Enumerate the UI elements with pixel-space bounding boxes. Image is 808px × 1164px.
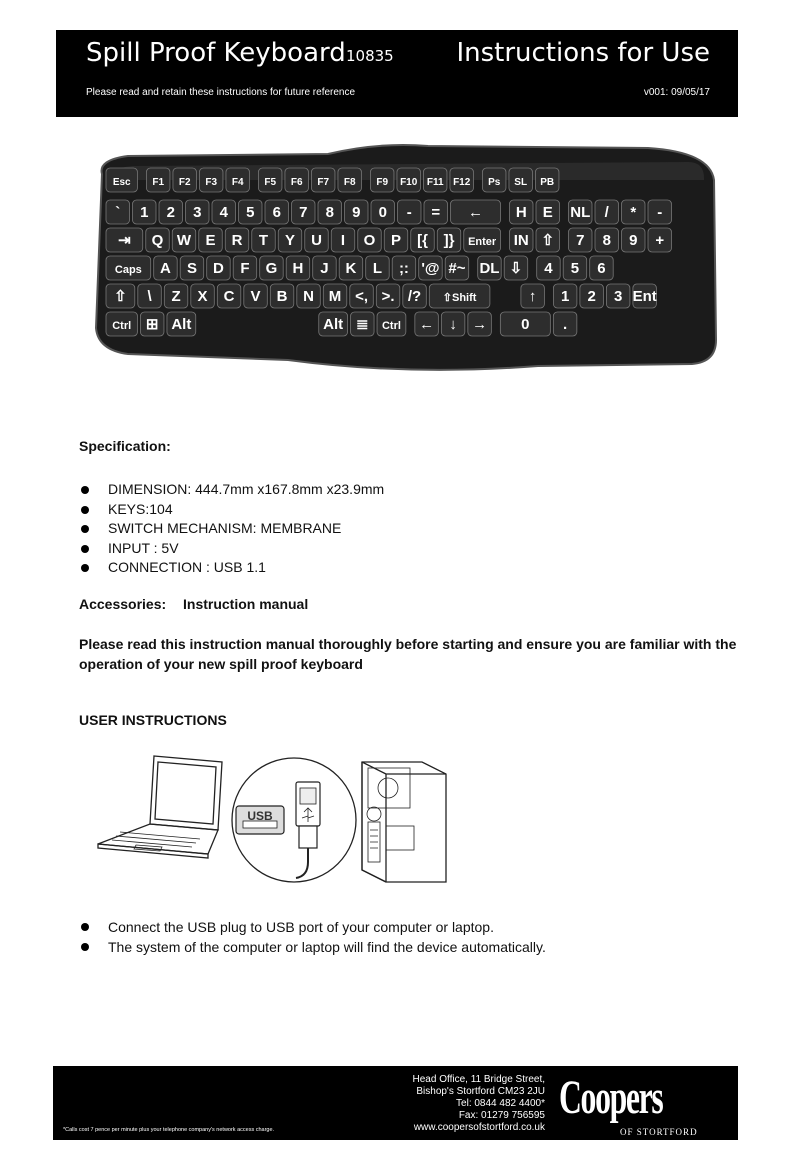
keyboard-key-label: Z	[171, 288, 181, 305]
coopers-logo: Coopers	[559, 1071, 663, 1124]
keyboard-key-label: 7	[299, 204, 308, 221]
keyboard-key-label: ⊞	[145, 316, 159, 333]
keyboard-key-label: Alt	[323, 316, 344, 333]
keyboard-key-label: -	[406, 204, 412, 221]
spec-item-text: KEYS:104	[108, 500, 173, 517]
keyboard-key-label: F5	[264, 177, 277, 188]
keyboard-key-label: /?	[407, 288, 422, 305]
keyboard-key-label: [{	[417, 232, 428, 249]
keyboard-key-label: +	[655, 232, 665, 249]
spec-item-text: CONNECTION : USB 1.1	[108, 559, 266, 575]
keyboard-key-label: 8	[325, 204, 334, 221]
header-bar	[56, 30, 738, 117]
keyboard-key-label: ≣	[356, 316, 369, 333]
keyboard-key-label: F10	[400, 177, 418, 188]
keyboard-key-label: Q	[151, 232, 164, 249]
keyboard-key-label: ⇧Shift	[442, 292, 477, 304]
keyboard-key-label: I	[340, 232, 346, 249]
keyboard-key-label: ←	[419, 316, 435, 333]
keyboard-key-label: 5	[570, 260, 580, 277]
keyboard-key-label: -	[657, 204, 663, 221]
accessories-line	[79, 596, 309, 612]
spec-item-text: SWITCH MECHANISM: MEMBRANE	[108, 520, 342, 536]
instruction-step	[79, 917, 546, 937]
keyboard-key-label: 9	[352, 204, 361, 221]
keyboard-key-label: Caps	[114, 264, 142, 276]
keyboard-key-label: 5	[246, 204, 255, 221]
keyboard-key-label: F7	[317, 177, 330, 188]
keyboard-key-label: `	[115, 204, 121, 221]
website-link[interactable]: www.coopersofstortford.co.uk	[413, 1122, 545, 1133]
keyboard-key-label: R	[231, 232, 243, 249]
keyboard-key-label: F1	[152, 177, 165, 188]
keyboard-key-label: F2	[178, 177, 191, 188]
keyboard-key-label: L	[372, 260, 383, 277]
bullet-icon	[81, 564, 89, 572]
keyboard-key-label: W	[176, 232, 192, 249]
keyboard-key-label: Enter	[468, 236, 497, 248]
keyboard-key-label: F12	[453, 177, 471, 188]
keyboard-key-label: U	[311, 232, 322, 249]
keyboard-key-label: 1	[560, 288, 570, 305]
spec-list	[79, 480, 384, 578]
keyboard-key-label: Ent	[632, 288, 657, 305]
spec-item	[79, 500, 384, 520]
instruction-step-text: The system of the computer or laptop will find the device automatically.	[108, 939, 546, 955]
keyboard-key-label: 1	[140, 204, 149, 221]
spec-item	[79, 558, 384, 578]
document-title: Spill Proof Keyboard	[86, 38, 346, 68]
instructions-heading: Instructions for Use	[456, 38, 710, 68]
keyboard-key-label: C	[223, 288, 235, 305]
keyboard-key-label: /	[604, 204, 609, 221]
keyboard-key-label: ↑	[528, 288, 537, 305]
keyboard-key-label: <,	[355, 288, 369, 305]
keyboard-key-label: F9	[376, 177, 389, 188]
bullet-icon	[81, 545, 89, 553]
usb-label: USB	[247, 809, 273, 823]
keyboard-key-label: Ctrl	[381, 320, 401, 332]
keyboard-key-label: ⇩	[509, 260, 523, 277]
keyboard-key-label: M	[328, 288, 342, 305]
keyboard-key-label: SL	[514, 177, 528, 188]
spec-item	[79, 539, 384, 559]
keyboard-key-label: →	[472, 316, 488, 333]
bullet-icon	[81, 923, 89, 931]
keyboard-key-label: Ps	[488, 177, 501, 188]
keyboard-key-label: F8	[343, 177, 356, 188]
company-address	[389, 1074, 545, 1134]
keyboard-key-label: T	[258, 232, 269, 249]
keyboard-key-label: 6	[597, 260, 606, 277]
keyboard-key-label: H	[292, 260, 304, 277]
bullet-icon	[81, 506, 89, 514]
address-line: Bishop's Stortford CM23 2JU	[416, 1086, 545, 1097]
keyboard-key-label: F6	[290, 177, 303, 188]
spec-item-text: INPUT : 5V	[108, 539, 179, 556]
keyboard-key-label: 9	[629, 232, 638, 249]
keyboard-key-label: 4	[544, 260, 553, 277]
keyboard-key-label: 3	[193, 204, 202, 221]
keyboard-key-label: E	[542, 204, 553, 221]
keyboard-key-label: *	[630, 204, 637, 221]
keyboard-key-label: F11	[426, 177, 444, 188]
specification-section	[79, 438, 739, 728]
keyboard-key-label: Alt	[171, 316, 192, 333]
instruction-step	[79, 937, 546, 957]
laptop-icon	[98, 756, 222, 858]
bullet-icon	[81, 525, 89, 533]
keyboard-key-label: A	[160, 260, 171, 277]
keyboard-key-label: ⇧	[541, 232, 555, 249]
keyboard-key-label: ⇥	[118, 232, 131, 249]
usb-plug-icon	[232, 758, 356, 882]
keyboard-key-label: G	[265, 260, 278, 277]
keyboard-key-label: #~	[448, 260, 466, 277]
keyboard-key-label: =	[431, 204, 441, 221]
keyboard-key-label: F4	[231, 177, 244, 188]
keyboard-key-label: 0	[521, 316, 530, 333]
keyboard-key-label: ⇧	[114, 288, 127, 305]
user-instructions-title: USER INSTRUCTIONS	[79, 712, 227, 728]
keyboard-key-label: 3	[613, 288, 623, 305]
bullet-icon	[81, 943, 89, 951]
keyboard-key-label: 8	[602, 232, 611, 249]
keyboard-image	[88, 140, 720, 372]
usb-connection-diagram	[96, 752, 450, 886]
keyboard-key-label: F3	[205, 177, 218, 188]
keyboard-key-label: N	[303, 288, 314, 305]
keyboard-key-label: 6	[272, 204, 281, 221]
keyboard-key-label: P	[390, 232, 402, 249]
address-line: Head Office, 11 Bridge Street,	[412, 1074, 545, 1085]
keyboard-key-label: 2	[166, 204, 175, 221]
instruction-step-text: Connect the USB plug to USB port of your computer or laptop.	[108, 919, 494, 935]
instruction-steps	[79, 917, 546, 957]
keyboard-key-label: F	[240, 260, 250, 277]
keyboard-key-label: S	[186, 260, 197, 277]
keyboard-key-label: 0	[378, 204, 387, 221]
keyboard-key-label: \	[147, 288, 152, 305]
keyboard-key-label: 4	[219, 204, 228, 221]
call-cost-note: *Calls cost 7 pence per minute plus your telephone company's network access charge.	[63, 1127, 275, 1133]
phone-line: Tel: 0844 482 4400*	[456, 1098, 545, 1109]
keyboard-key-label: Esc	[112, 177, 131, 188]
keyboard-illustration	[88, 140, 720, 372]
keyboard-key-label: H	[515, 204, 527, 221]
spec-item-text: DIMENSION: 444.7mm x167.8mm x23.9mm	[108, 481, 385, 497]
keyboard-key-label: O	[363, 232, 376, 249]
keyboard-key-label: X	[197, 288, 208, 305]
keyboard-key-label: K	[345, 260, 357, 277]
keyboard-key-label: '@	[421, 260, 440, 277]
fax-line: Fax: 01279 756595	[458, 1110, 545, 1121]
keyboard-key-label: NL	[570, 204, 591, 221]
keyboard-key-label: .	[563, 316, 568, 333]
keyboard-key-label: D	[213, 260, 224, 277]
footer-bar	[53, 1066, 738, 1140]
keyboard-key-label: E	[205, 232, 216, 249]
keyboard-key-label: ↓	[449, 316, 457, 333]
keyboard-key-label: J	[320, 260, 329, 277]
coopers-logo-subtitle: OF STORTFORD	[620, 1127, 698, 1137]
accessories-label: Accessories:	[79, 596, 167, 612]
keyboard-key-label: ]}	[443, 232, 455, 249]
accessories-value: Instruction manual	[183, 596, 309, 612]
desktop-tower-icon	[362, 762, 446, 882]
keyboard-key-label: 2	[587, 288, 596, 305]
keyboard-key-label: V	[250, 288, 261, 305]
keyboard-key-label: Ctrl	[112, 320, 132, 332]
keyboard-key-label: ←	[468, 204, 483, 221]
keyboard-key-label: PB	[540, 177, 555, 188]
bullet-icon	[81, 486, 89, 494]
keyboard-key-label: 7	[576, 232, 585, 249]
keyboard-key-label: B	[276, 288, 288, 305]
keyboard-key-label: Y	[284, 232, 296, 249]
version-label: v001: 09/05/17	[643, 87, 710, 98]
keyboard-key-label: DL	[479, 260, 500, 277]
product-code: 10835	[346, 47, 394, 65]
spec-title: Specification:	[79, 438, 171, 454]
spec-item	[79, 480, 384, 500]
keyboard-key-label: ;:	[398, 260, 409, 277]
read-manual-notice: Please read this instruction manual thoroughly before starting and ensure you are familiar with the operation of your new spill proof keyboard	[79, 636, 737, 672]
connection-illustration	[96, 752, 450, 886]
spec-item	[79, 519, 384, 539]
header-subtitle: Please read and retain these instructions for future reference	[86, 87, 356, 98]
keyboard-key-label: >.	[381, 288, 395, 305]
keyboard-key-label: IN	[513, 232, 529, 249]
